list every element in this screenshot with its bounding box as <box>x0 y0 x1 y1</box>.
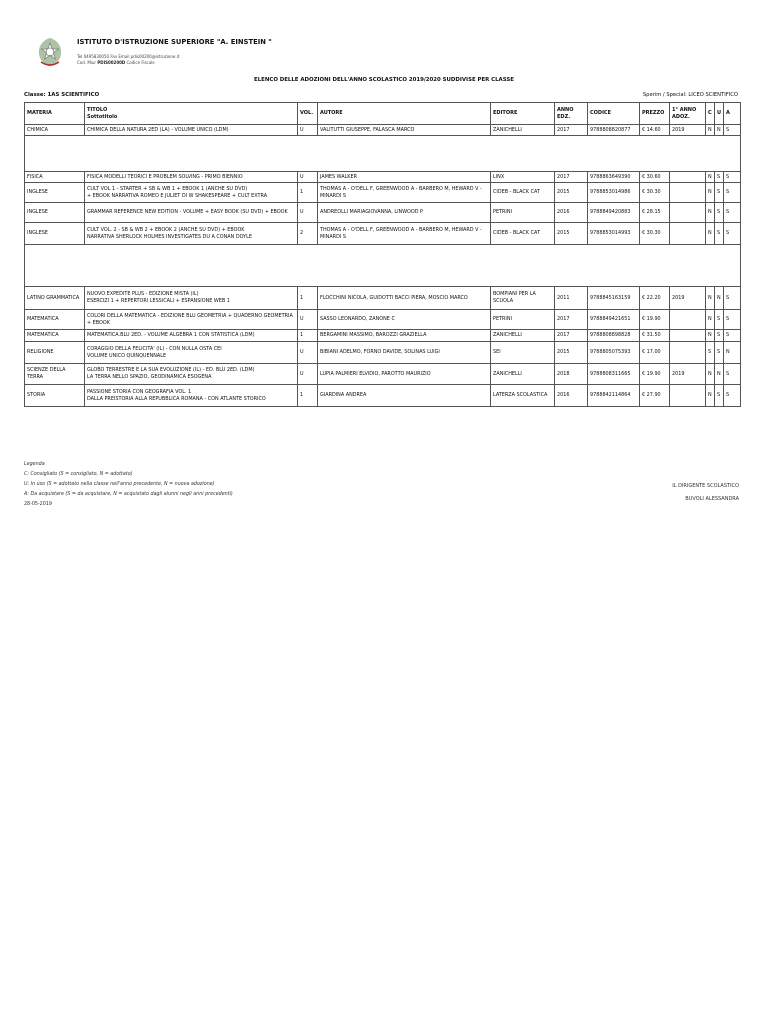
cell-titolo-text: NUOVO EXPEDITE PLUS - EDIZIONE MISTA (IL) <box>87 291 199 298</box>
cell-prezzo: € 14.60 <box>640 125 670 136</box>
cell-c: N <box>706 183 715 203</box>
cell-editore: LINX <box>491 172 555 183</box>
table-row <box>25 310 741 330</box>
cell-titolo-text: CHIMICA DELLA NATURA 2ED (LA) - VOLUME UNICO (LDM) <box>87 126 229 133</box>
cell-vol: 2 <box>298 223 318 245</box>
cell-titolo-text: CULT VOL. 2 - SB & WB 2 + EBOOK 2 (ANCHE SU DVD) + EBOOK <box>87 226 245 233</box>
table-row <box>25 125 741 136</box>
cell-codice: 9788863649390 <box>588 172 640 183</box>
cell-vol: U <box>298 342 318 364</box>
cell-prezzo: € 19.90 <box>640 310 670 330</box>
col-anno-adoz: 1° ANNO ADOZ. <box>670 103 706 125</box>
cell-vol: U <box>298 172 318 183</box>
cell-codice: 9788842114864 <box>588 385 640 407</box>
cell-titolo <box>85 385 298 407</box>
cell-editore: PETRINI <box>491 310 555 330</box>
legend-u: U: In uso (S = adottato nella classe nell'anno precedente, N = nuova adozione) <box>24 482 215 487</box>
cell-materia: LATINO GRAMMATICA <box>25 287 85 310</box>
cell-codice: 9788853014986 <box>588 183 640 203</box>
cell-vol: 1 <box>298 183 318 203</box>
cell-editore: ZANICHELLI <box>491 330 555 342</box>
cell-vol: U <box>298 364 318 385</box>
cell-materia: FISICA <box>25 172 85 183</box>
cell-anno: 2016 <box>555 385 588 407</box>
cell-adoz <box>670 172 706 183</box>
legend-title: Legenda <box>24 462 45 467</box>
cell-titolo <box>85 125 298 136</box>
specialization-label: Sperim / Special: LICEO SCIENTIFICO <box>642 92 738 98</box>
cell-codice: 9788849420883 <box>588 203 640 223</box>
table-row <box>25 287 741 310</box>
col-titolo <box>85 103 298 125</box>
cell-u: S <box>715 183 724 203</box>
document-header <box>35 34 735 74</box>
cell-codice: 9788805075393 <box>588 342 640 364</box>
cod-suffix: Codice Fiscale <box>126 60 155 65</box>
col-codice: CODICE <box>588 103 640 125</box>
cell-editore: LATERZA SCOLASTICA <box>491 385 555 407</box>
col-a: A <box>724 103 741 125</box>
cod-prefix: Cod. Miur <box>77 60 97 65</box>
cell-materia: SCIENZE DELLA TERRA <box>25 364 85 385</box>
cell-sottotitolo-text: VOLUME UNICO QUINQUENNALE <box>87 352 167 359</box>
table-row <box>25 183 741 203</box>
cell-vol: U <box>298 125 318 136</box>
cell-anno: 2017 <box>555 310 588 330</box>
cell-u: N <box>715 287 724 310</box>
cell-titolo <box>85 342 298 364</box>
cell-titolo <box>85 310 298 330</box>
col-vol: VOL. <box>298 103 318 125</box>
cell-a: S <box>724 287 741 310</box>
cell-anno: 2018 <box>555 364 588 385</box>
cell-titolo-text: CULT VOL 1 - STARTER + SB & WB 1 + EBOOK 1 (ANCHE SU DVD) <box>87 185 248 192</box>
cell-sottotitolo-text: ESERCIZI 1 + REPERTORI LESSICALI + ESPANSIONE WEB 1 <box>87 298 230 304</box>
col-u: U <box>715 103 724 125</box>
cell-u: N <box>715 364 724 385</box>
cell-autore: FLOCCHINI NICOLA, GUIDOTTI BACCI PIERA, MOSCIO MARCO <box>318 287 491 310</box>
cell-titolo <box>85 223 298 245</box>
cell-titolo <box>85 364 298 385</box>
cell-autore: SASSO LEONARDO, ZANONE C <box>318 310 491 330</box>
cell-adoz <box>670 203 706 223</box>
cell-anno: 2017 <box>555 125 588 136</box>
cell-u: S <box>715 203 724 223</box>
col-anno-edz: ANNO EDZ. <box>555 103 588 125</box>
cell-vol: 1 <box>298 287 318 310</box>
cell-u: S <box>715 310 724 330</box>
cell-sottotitolo-text: + EBOOK NARRATIVA ROMEO E JULIET DI W SHAKESPEARE + CULT EXTRA <box>87 192 268 199</box>
cell-prezzo: € 27.90 <box>640 385 670 407</box>
cell-u: S <box>715 330 724 342</box>
spacer-cell <box>25 245 741 287</box>
cell-anno: 2016 <box>555 203 588 223</box>
cell-titolo-text: PASSIONE STORIA CON GEOGRAFIA VOL. 1 <box>87 388 192 395</box>
cell-c: N <box>706 172 715 183</box>
table-spacer-row <box>25 245 741 287</box>
signature-role: IL DIRIGENTE SCOLASTICO <box>672 483 739 489</box>
cell-a: S <box>724 125 741 136</box>
cell-titolo-text: MATEMATICA.BLU 2ED. - VOLUME ALGEBRA 1 CON STATISTICA (LDM) <box>87 332 255 339</box>
cell-adoz <box>670 310 706 330</box>
cell-prezzo: € 30.30 <box>640 183 670 203</box>
legend-a: A: Da acquistare (S = da acquistare, N = acquistato dagli alunni negli anni precedenti) <box>24 492 233 497</box>
cell-anno: 2011 <box>555 287 588 310</box>
col-sottotitolo-label: Sottotitolo <box>87 113 118 120</box>
cell-c: N <box>706 203 715 223</box>
cell-titolo <box>85 203 298 223</box>
cell-codice: 9788849421651 <box>588 310 640 330</box>
table-row <box>25 172 741 183</box>
cell-anno: 2015 <box>555 342 588 364</box>
cell-adoz <box>670 385 706 407</box>
cell-a: S <box>724 183 741 203</box>
cell-autore: BERGAMINI MASSIMO, BAROZZI GRAZIELLA <box>318 330 491 342</box>
cod-miur: PDIS00200D <box>97 60 126 65</box>
cell-anno: 2015 <box>555 223 588 245</box>
table-row <box>25 223 741 245</box>
cell-c: N <box>706 330 715 342</box>
cell-vol: 1 <box>298 385 318 407</box>
cell-editore: CIDEB - BLACK CAT <box>491 223 555 245</box>
cell-autore: THOMAS A - O'DELL F, GREENWOOD A - BARBERO M, HEWARD V - MINARDI S <box>318 223 491 245</box>
cell-prezzo: € 19.90 <box>640 364 670 385</box>
col-prezzo: PREZZO <box>640 103 670 125</box>
cell-u: S <box>715 223 724 245</box>
cell-sottotitolo-text: DALLA PREISTORIA ALLA REPUBBLICA ROMANA - CON ATLANTE STORICO <box>87 395 266 402</box>
cell-a: S <box>724 172 741 183</box>
cell-editore: ZANICHELLI <box>491 125 555 136</box>
cell-materia: INGLESE <box>25 223 85 245</box>
cell-materia: MATEMATICA <box>25 330 85 342</box>
cell-anno: 2017 <box>555 172 588 183</box>
cell-c: N <box>706 287 715 310</box>
cell-codice: 9788845163159 <box>588 287 640 310</box>
cell-a: S <box>724 385 741 407</box>
signature-block <box>672 480 739 505</box>
cell-materia: CHIMICA <box>25 125 85 136</box>
cell-autore: GIARDINA ANDREA <box>318 385 491 407</box>
legend <box>24 460 233 510</box>
cell-c: N <box>706 364 715 385</box>
table-row <box>25 385 741 407</box>
cell-codice: 9788808820877 <box>588 125 640 136</box>
cell-titolo-text: FISICA MODELLI TEORICI E PROBLEM SOLVING - PRIMO BIENNIO <box>87 173 243 180</box>
cell-autore: BIBIANI ADELMO, FORNO DAVIDE, SOLINAS LUIGI <box>318 342 491 364</box>
cell-titolo-text: COLORI DELLA MATEMATICA - EDIZIONE BLU GEOMETRIA + QUADERNO GEOMETRIA + EBOOK <box>87 312 293 326</box>
cell-adoz <box>670 223 706 245</box>
table-header-row <box>25 103 741 125</box>
school-name: ISTITUTO D'ISTRUZIONE SUPERIORE "A. EINSTEIN " <box>77 38 272 46</box>
cell-codice: 9788853014993 <box>588 223 640 245</box>
cell-a: S <box>724 223 741 245</box>
cell-titolo-text: GLOBO TERRESTRE E LA SUA EVOLUZIONE (IL) - ED. BLU 2ED. (LDM) <box>87 367 255 374</box>
school-contact-line: Tel 0495830050 Fax Email pdis00200@istruzione.it <box>77 54 180 59</box>
cell-titolo <box>85 330 298 342</box>
cell-codice: 9788808898828 <box>588 330 640 342</box>
cell-prezzo: € 17.00 <box>640 342 670 364</box>
cell-adoz <box>670 342 706 364</box>
spacer-cell <box>25 136 741 172</box>
cell-u: S <box>715 385 724 407</box>
cell-u: S <box>715 172 724 183</box>
cell-titolo-text: GRAMMAR REFERENCE NEW EDITION - VOLUME + EASY BOOK (SU DVD) + EBOOK <box>87 209 288 216</box>
italian-republic-emblem-icon <box>35 36 65 68</box>
cell-prezzo: € 30.30 <box>640 223 670 245</box>
cell-a: S <box>724 310 741 330</box>
table-row <box>25 342 741 364</box>
document-date: 28-05-2019 <box>24 502 52 507</box>
cell-a: S <box>724 203 741 223</box>
legend-c: C: Consigliato (S = consigliato, N = adottato) <box>24 472 133 477</box>
cell-c: N <box>706 125 715 136</box>
cell-anno: 2017 <box>555 330 588 342</box>
table-row <box>25 330 741 342</box>
cell-adoz: 2019 <box>670 287 706 310</box>
cell-titolo <box>85 172 298 183</box>
cell-a: S <box>724 364 741 385</box>
cell-titolo-text: CORAGGIO DELLA FELICITA' (IL) - CON NULLA OSTA CEI <box>87 345 222 352</box>
cell-autore: LUPIA PALMIERI ELVIDIO, PAROTTO MAURIZIO <box>318 364 491 385</box>
cell-editore: CIDEB - BLACK CAT <box>491 183 555 203</box>
cell-adoz <box>670 330 706 342</box>
col-c: C <box>706 103 715 125</box>
table-spacer-row <box>25 136 741 172</box>
cell-anno: 2015 <box>555 183 588 203</box>
cell-u: N <box>715 125 724 136</box>
cell-prezzo: € 22.20 <box>640 287 670 310</box>
cell-adoz: 2019 <box>670 364 706 385</box>
cell-a: S <box>724 330 741 342</box>
cell-u: S <box>715 342 724 364</box>
cell-materia: INGLESE <box>25 183 85 203</box>
cell-editore: BOMPIANI PER LA SCUOLA <box>491 287 555 310</box>
cell-c: N <box>706 310 715 330</box>
cell-editore: ZANICHELLI <box>491 364 555 385</box>
cell-materia: STORIA <box>25 385 85 407</box>
adoptions-table <box>24 102 741 407</box>
cell-prezzo: € 28.15 <box>640 203 670 223</box>
cell-vol: U <box>298 310 318 330</box>
table-row <box>25 203 741 223</box>
cell-adoz <box>670 183 706 203</box>
cell-vol: 1 <box>298 330 318 342</box>
document-title: ELENCO DELLE ADOZIONI DELL'ANNO SCOLASTICO 2019/2020 SUDDIVISE PER CLASSE <box>254 77 514 83</box>
cell-materia: MATEMATICA <box>25 310 85 330</box>
cell-sottotitolo-text: NARRATIVA SHERLOCK HOLMES INVESTIGATES DU A CONAN DOYLE <box>87 233 252 240</box>
signature-name: BUVOLI ALESSANDRA <box>685 495 739 502</box>
cell-autore: THOMAS A - O'DELL F, GREENWOOD A - BARBERO M, HEWARD V - MINARDI S <box>318 183 491 203</box>
cell-autore: JAMES WALKER <box>318 172 491 183</box>
cell-c: N <box>706 223 715 245</box>
cell-adoz: 2019 <box>670 125 706 136</box>
cell-prezzo: € 30.60 <box>640 172 670 183</box>
cell-a: N <box>724 342 741 364</box>
class-label: Classe: 1AS SCIENTIFICO <box>24 92 100 98</box>
cell-materia: INGLESE <box>25 203 85 223</box>
col-autore: AUTORE <box>318 103 491 125</box>
cell-vol: U <box>298 203 318 223</box>
cell-editore: PETRINI <box>491 203 555 223</box>
cell-titolo <box>85 287 298 310</box>
cell-materia: RELIGIONE <box>25 342 85 364</box>
cell-editore: SEI <box>491 342 555 364</box>
col-editore: EDITORE <box>491 103 555 125</box>
cell-c: N <box>706 385 715 407</box>
cell-prezzo: € 31.50 <box>640 330 670 342</box>
cell-autore: ANDREOLLI MARIAGIOVANNA, LINWOOD P <box>318 203 491 223</box>
table-row <box>25 364 741 385</box>
cell-sottotitolo-text: LA TERRA NELLO SPAZIO, GEODINAMICA ESOGENA <box>87 374 212 380</box>
col-titolo-label: TITOLO <box>87 106 108 113</box>
school-code-line <box>77 60 155 65</box>
cell-titolo <box>85 183 298 203</box>
cell-codice: 9788808311665 <box>588 364 640 385</box>
cell-autore: VALITUTTI GIUSEPPE, FALASCA MARCO <box>318 125 491 136</box>
col-materia: MATERIA <box>25 103 85 125</box>
cell-c: S <box>706 342 715 364</box>
